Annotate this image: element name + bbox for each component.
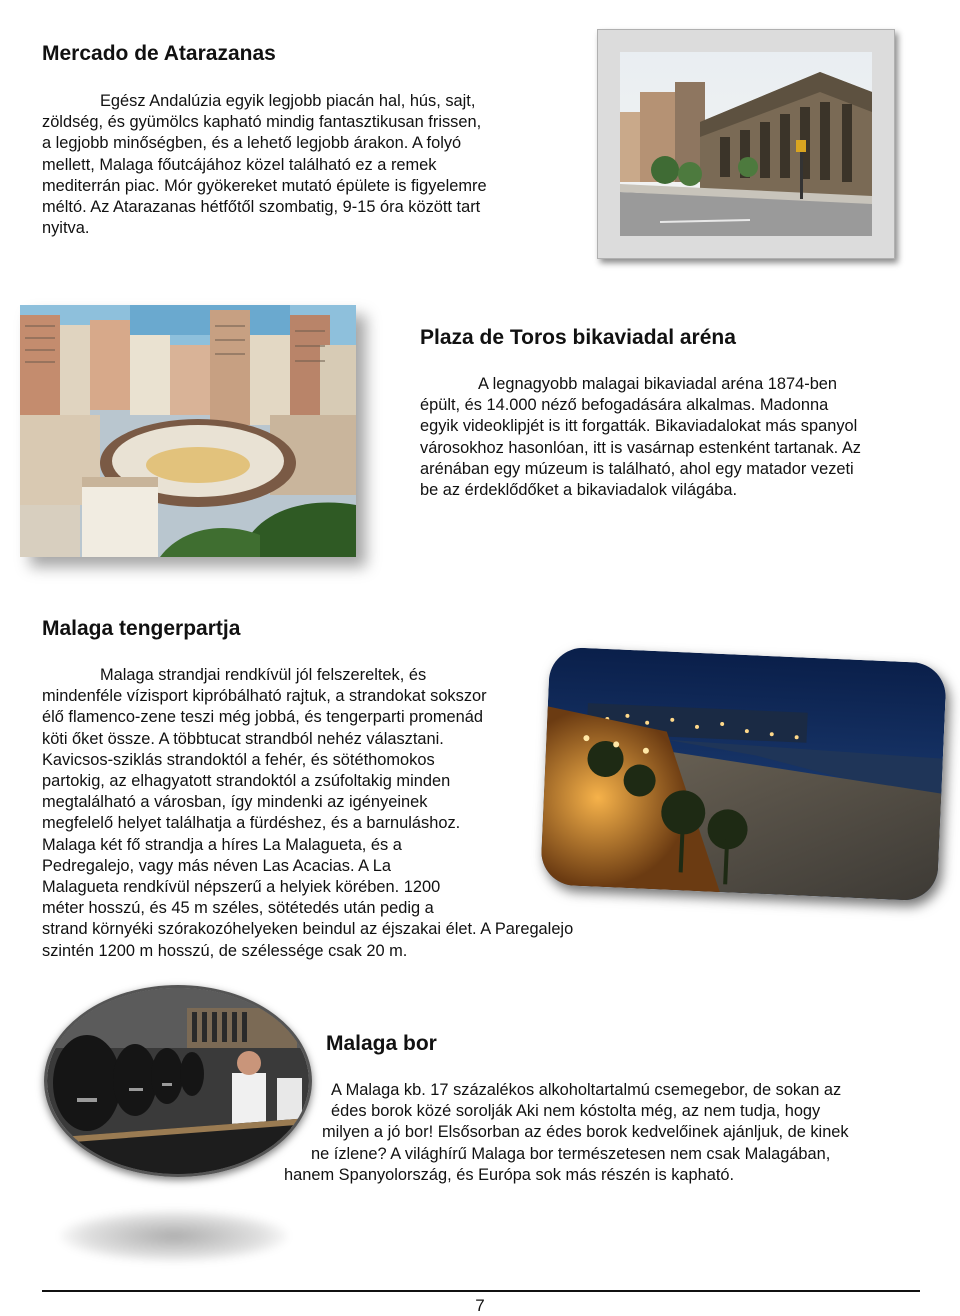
text-line: élő flamenco-zene teszi még jobbá, és tengerparti promenád [42, 708, 483, 727]
footer-rule [42, 1290, 920, 1292]
text-line: megfelelő helyet találhatja a fürdéshez, és a barnuláshoz. [42, 814, 461, 833]
text-line: Malagueta rendkívül népszerű a helyiek körében. 1200 [42, 878, 441, 897]
beach-night-photo [540, 646, 947, 901]
text-line: mediterrán piac. Mór gyökereket mutató épülete is figyelemre [42, 176, 487, 195]
text-line: partokig, az elhagyatott strandoktól a zsúfoltakig minden [42, 772, 451, 791]
text-line: be az érdeklődőket a bikaviadalok világába. [420, 481, 738, 500]
text-line: arénában egy múzeum is található, ahol egy matador vezeti [420, 459, 854, 478]
text-line: köti őket össze. A többtucat strandból nehéz választani. [42, 729, 444, 748]
text-line: Egész Andalúzia egyik legjobb piacán hal, hús, sajt, [100, 92, 476, 110]
text-line: méltó. Az Atarazanas hétfőtől szombatig, 9-15 óra között tart [42, 198, 481, 217]
text-line: Malaga két fő strandja a híres La Malagueta, és a [42, 835, 402, 854]
bullring-photo [20, 305, 356, 557]
text-line: ne ízlene? A világhírű Malaga bor természetesen nem csak Malagában, [311, 1144, 831, 1163]
text-line: szintén 1200 m hosszú, de szélessége csak 20 m. [42, 941, 408, 960]
page-number: 7 [475, 1296, 485, 1315]
text-line: A Malaga kb. 17 százalékos alkoholtartalmú csemegebor, de sokan az [331, 1081, 842, 1099]
paragraph-mercado [42, 91, 487, 239]
market-photo-frame [597, 29, 895, 259]
text-line: Kavicsos-sziklás strandoktól a fehér, és sötéthomokos [42, 750, 435, 769]
heading-wine: Malaga bor [326, 1032, 437, 1055]
text-line: méter hosszú, és 45 m széles, sötétedés után pedig a [42, 899, 434, 918]
text-line: mellett, Malaga főutcájához közel található ez a remek [42, 155, 437, 174]
text-line: Pedregalejo, vagy más néven Las Acacias. A La [42, 856, 391, 875]
heading-plaza: Plaza de Toros bikaviadal aréna [420, 326, 736, 349]
paragraph-beach [42, 665, 573, 962]
photo-shadow [60, 1210, 288, 1262]
text-line: strand környéki szórakozóhelyeken beindul az éjszakai élet. A Paregalejo [42, 920, 574, 939]
text-line: a legjobb minőségben, és a lehető legjobb árakon. A folyó [42, 134, 462, 153]
text-line: édes borok közé sorolják Aki nem kóstolta még, az nem tudja, hogy [331, 1102, 821, 1121]
text-line: nyitva. [42, 219, 90, 238]
text-line: épült, és 14.000 néző befogadására alkalmas. Madonna [420, 396, 829, 415]
text-line: mindenféle vízisport kipróbálható rajtuk, a strandokat sokszor [42, 687, 487, 706]
text-line: Malaga strandjai rendkívül jól felszereltek, és [100, 666, 427, 684]
paragraph-wine [284, 1080, 849, 1186]
paragraph-plaza [420, 374, 861, 501]
market-photo [620, 52, 872, 236]
text-line: milyen a jó bor! Elsősorban az édes borok kedvelőinek ajánljuk, de kinek [322, 1123, 849, 1142]
text-line: A legnagyobb malagai bikaviadal aréna 1874-ben [478, 375, 838, 393]
text-line: megtalálható a városban, így mindenki az igényeinek [42, 793, 428, 812]
heading-beach: Malaga tengerpartja [42, 617, 241, 640]
text-line: városokhoz hasonlóan, itt is vasárnap estenként tartanak. Az [420, 438, 861, 457]
heading-mercado: Mercado de Atarazanas [42, 42, 276, 65]
wine-bar-photo [44, 985, 312, 1177]
text-line: hanem Spanyolország, és Európa sok más részén is kapható. [284, 1165, 735, 1184]
text-line: egyik videoklipjét is itt forgatták. Bikaviadalokat más spanyol [420, 417, 858, 436]
text-line: zöldség, és gyümölcs kapható mindig fantasztikusan frissen, [42, 113, 482, 132]
